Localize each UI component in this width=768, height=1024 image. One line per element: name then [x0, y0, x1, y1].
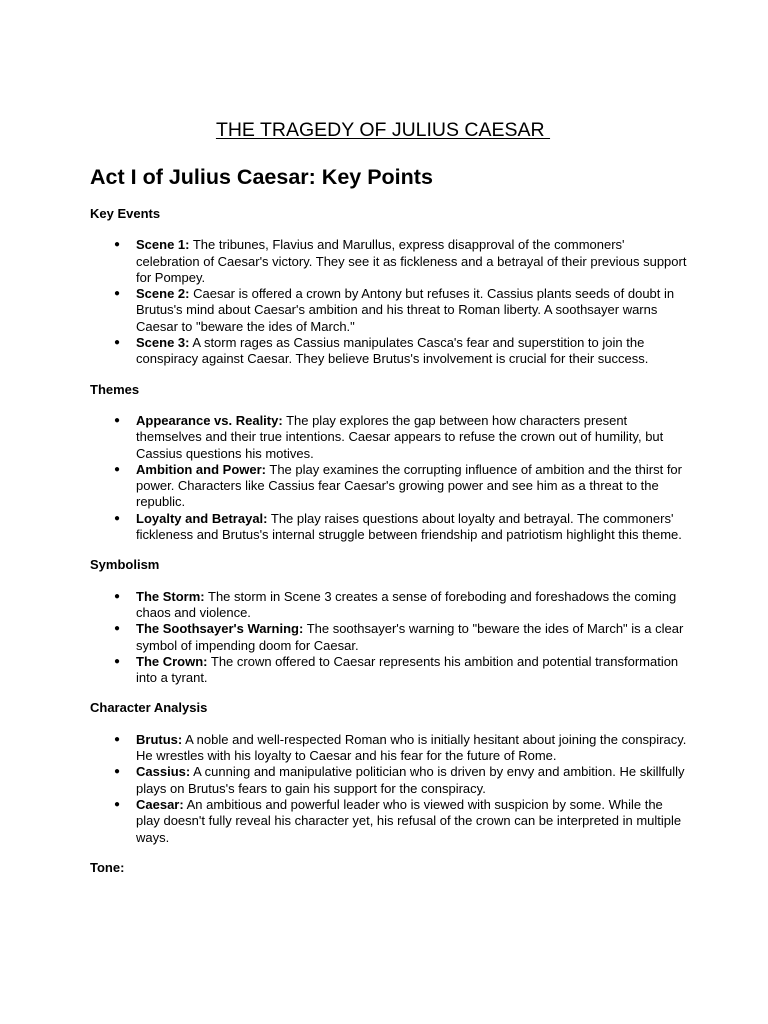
bullet-icon: ●	[114, 512, 121, 524]
list-item	[90, 511, 688, 544]
item-text: A cunning and manipulative politician who is driven by envy and ambition. He skillfully plays on Brutus's fears to gain his support for the conspiracy.	[136, 764, 685, 796]
bullet-icon: ●	[114, 590, 121, 602]
section	[90, 700, 688, 845]
bullet-list	[90, 237, 688, 367]
item-label: The Soothsayer's Warning:	[136, 621, 304, 637]
bullet-list	[90, 589, 688, 687]
item-label: Scene 3:	[136, 335, 190, 351]
item-label: Ambition and Power:	[136, 461, 266, 477]
list-item	[90, 764, 688, 797]
bullet-icon: ●	[114, 655, 121, 667]
list-item	[90, 335, 688, 368]
bullet-icon: ●	[114, 414, 121, 426]
item-label: Scene 1:	[136, 237, 190, 253]
bullet-icon: ●	[114, 288, 121, 300]
item-text: The tribunes, Flavius and Marullus, express disapproval of the commoners' celebration of Caesar's victory. They see it as fickleness and a betrayal of their previous support for Pompey.	[136, 237, 687, 285]
section	[90, 557, 688, 686]
item-label: The Crown:	[136, 653, 208, 669]
list-item	[90, 732, 688, 765]
bullet-icon: ●	[114, 798, 121, 810]
item-text: The storm in Scene 3 creates a sense of foreboding and foreshadows the coming chaos and violence.	[136, 588, 677, 620]
section	[90, 382, 688, 544]
section-title: Themes	[90, 381, 140, 397]
bullet-icon: ●	[114, 733, 121, 745]
document-title: THE TRAGEDY OF JULIUS CAESAR	[215, 119, 551, 141]
item-text: A storm rages as Cassius manipulates Casca's fear and superstition to join the conspiracy against Caesar. They believe Brutus's involvement is crucial for their success.	[136, 335, 649, 367]
list-item	[90, 462, 688, 511]
section-title: Key Events	[90, 206, 161, 221]
list-item	[90, 797, 688, 846]
item-text: Caesar is offered a crown by Antony but refuses it. Cassius plants seeds of doubt in Brutus's mind about Caesar's ambition and his threat to Roman liberty. A soothsayer warns Caesar to "beware the ides of March."	[136, 286, 675, 334]
bullet-list	[90, 413, 688, 543]
list-item	[90, 237, 688, 286]
item-label: Appearance vs. Reality:	[136, 412, 283, 428]
item-label: Loyalty and Betrayal:	[136, 510, 268, 526]
document-heading: Act I of Julius Caesar: Key Points	[90, 165, 433, 189]
bullet-icon: ●	[114, 337, 121, 349]
list-item	[90, 286, 688, 335]
item-label: Caesar:	[136, 796, 184, 812]
list-item	[90, 621, 688, 654]
item-text: The play raises questions about loyalty and betrayal. The commoners' fickleness and Brutus's internal struggle between friendship and patriotism highlight this theme.	[136, 510, 682, 543]
section	[90, 860, 688, 876]
section-title: Tone:	[90, 859, 125, 875]
section	[90, 206, 688, 368]
bullet-icon: ●	[114, 766, 121, 778]
section-title: Symbolism	[90, 557, 160, 573]
item-label: Brutus:	[136, 731, 183, 747]
list-item	[90, 413, 688, 462]
bullet-icon: ●	[114, 239, 121, 251]
item-label: The Storm:	[136, 588, 205, 604]
item-text: The play examines the corrupting influence of ambition and the thirst for power. Characters like Cassius fear Caesar's growing power and see him as a threat to the republic.	[136, 461, 682, 510]
item-text: The play explores the gap between how characters present themselves and their true intentions. Caesar appears to refuse the crown out of humility, but Cassius questions his motives.	[136, 412, 664, 461]
bullet-icon: ●	[114, 623, 121, 635]
section-title: Character Analysis	[90, 700, 208, 716]
bullet-icon: ●	[114, 463, 121, 475]
item-label: Scene 2:	[136, 286, 190, 302]
item-text: A noble and well-respected Roman who is initially hesitant about joining the conspiracy. He wrestles with his loyalty to Caesar and his fear for the future of Rome.	[136, 731, 687, 764]
document-body	[90, 206, 688, 876]
item-text: The soothsayer's warning to "beware the ides of March" is a clear symbol of impending doom for Caesar.	[136, 621, 684, 653]
list-item	[90, 654, 688, 687]
list-item	[90, 589, 688, 622]
item-text: The crown offered to Caesar represents his ambition and potential transformation into a tyrant.	[136, 653, 679, 686]
item-text: An ambitious and powerful leader who is viewed with suspicion by some. While the play doesn't fully reveal his character yet, his refusal of the crown can be interpreted in multiple ways.	[136, 796, 682, 845]
bullet-list	[90, 732, 688, 846]
item-label: Cassius:	[136, 764, 191, 780]
